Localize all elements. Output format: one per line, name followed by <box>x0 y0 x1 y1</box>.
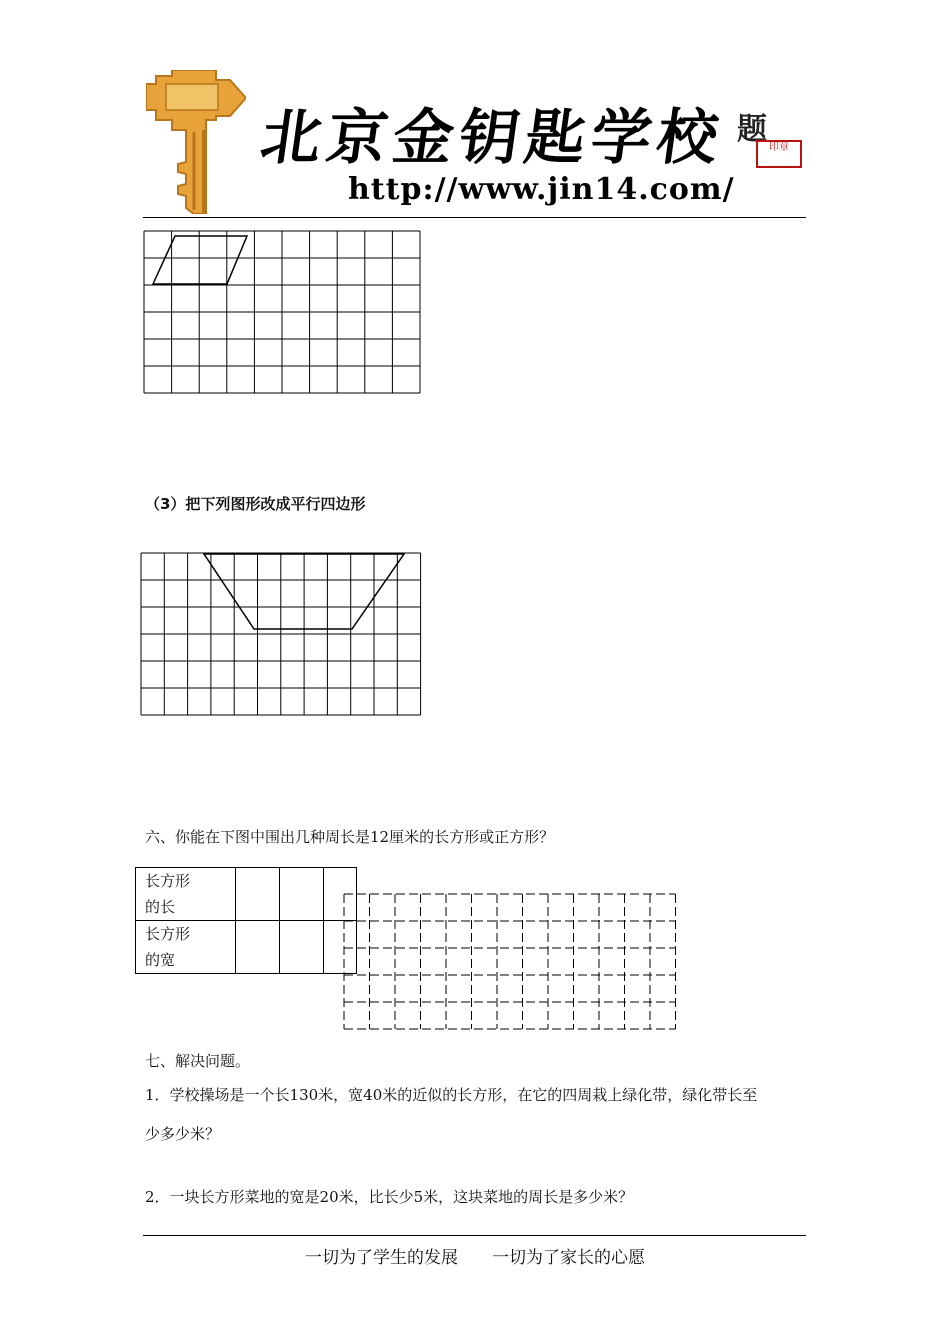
calligraphy-signature: 题 <box>737 112 767 147</box>
school-url: http://www.jin14.com/ <box>348 172 735 207</box>
parallelogram-shape <box>153 236 247 284</box>
footer <box>0 1243 950 1268</box>
footer-divider <box>143 1235 806 1236</box>
problem-2: 2．一块长方形菜地的宽是20米，比长少5米，这块菜地的周长是多少米？ <box>145 1188 634 1206</box>
table-cell[interactable] <box>236 921 280 974</box>
footer-right: 一切为了家长的心愿 <box>492 1248 645 1268</box>
dashed-grid <box>340 890 680 1032</box>
problem-1-line1: 1．学校操场是一个长130米，宽40米的近似的长方形，在它的四周栽上绿化带，绿化带长至 <box>145 1086 758 1104</box>
row-label <box>136 868 236 921</box>
grid-trapezoid <box>140 552 423 718</box>
row-label-line1: 长方形 <box>145 872 191 890</box>
question-3-title: （3）把下列图形改成平行四边形 <box>145 495 366 513</box>
grid-parallelogram <box>143 230 423 396</box>
grid-lines <box>141 553 421 715</box>
school-name: 北京金钥匙学校 <box>256 103 729 173</box>
red-seal-stamp: 印章 <box>756 140 802 168</box>
header-divider <box>143 217 806 218</box>
table-cell[interactable] <box>280 921 324 974</box>
row-label-line2: 的长 <box>145 898 176 916</box>
table-cell[interactable] <box>236 868 280 921</box>
table-cell[interactable] <box>280 868 324 921</box>
question-7-title: 七、解决问题。 <box>145 1052 251 1070</box>
grid-lines <box>144 231 420 393</box>
problem-1-line2: 少多少米？ <box>145 1125 221 1143</box>
table-row <box>136 921 357 974</box>
row-label <box>136 921 236 974</box>
row-label-line1: 长方形 <box>145 925 191 943</box>
key-logo-icon <box>146 70 246 214</box>
table-row <box>136 868 357 921</box>
perimeter-table <box>135 867 357 974</box>
footer-left: 一切为了学生的发展 <box>305 1248 458 1268</box>
question-6-title: 六、你能在下图中围出几种周长是12厘米的长方形或正方形？ <box>145 828 555 846</box>
row-label-line2: 的宽 <box>145 951 176 969</box>
